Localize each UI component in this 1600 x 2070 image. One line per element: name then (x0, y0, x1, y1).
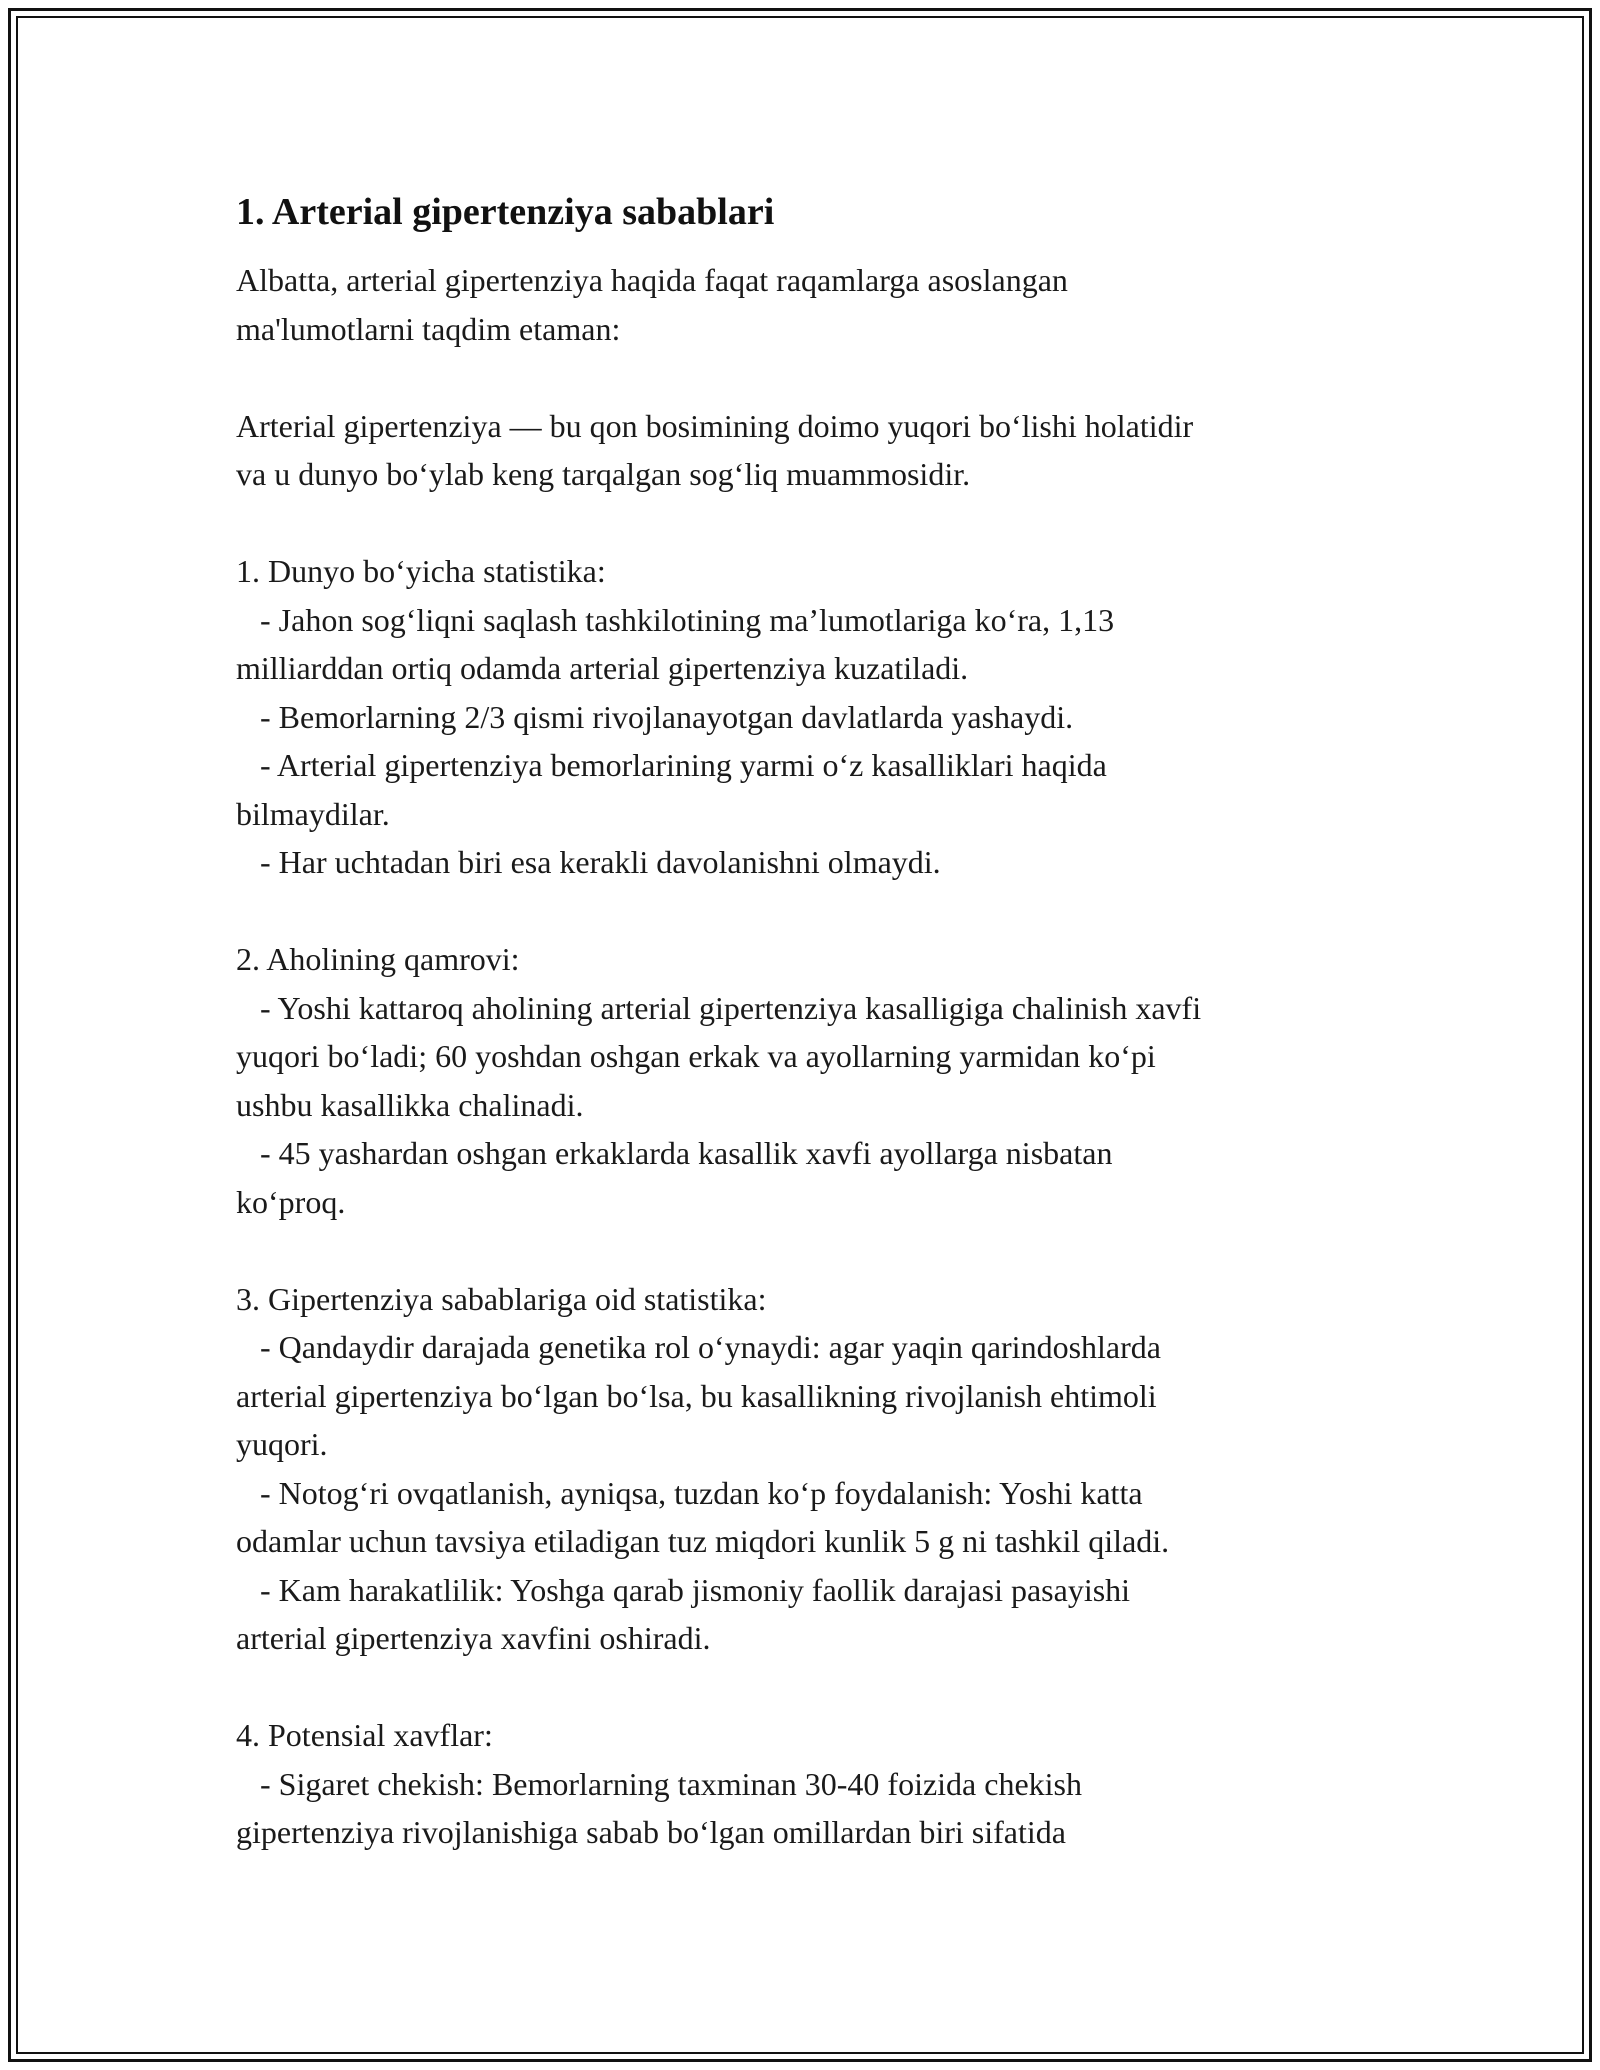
document-body (236, 256, 1386, 1857)
text-line: - Qandaydir darajada genetika rol oʻynaydi: agar yaqin qarindoshlarda (236, 1329, 1161, 1365)
text-line: 2. Aholining qamrovi: (236, 941, 520, 977)
paragraph-gap (236, 1663, 1386, 1712)
text-line: Albatta, arterial gipertenziya haqida faqat raqamlarga asoslangan (236, 262, 1068, 298)
text-line: yuqori. (236, 1426, 328, 1462)
text-line: koʻproq. (236, 1183, 346, 1220)
text-line: - 45 yashardan oshgan erkaklarda kasallik xavfi ayollarga nisbatan (236, 1135, 1113, 1171)
text-line: arterial gipertenziya xavfini oshiradi. (236, 1620, 711, 1656)
text-line: 4. Potensial xavflar: (236, 1717, 493, 1753)
paragraph-gap (236, 1226, 1386, 1275)
text-line: 1. Dunyo boʻyicha statistika: (236, 553, 606, 589)
text-line: odamlar uchun tavsiya etiladigan tuz miqdori kunlik 5 g ni tashkil qiladi. (236, 1523, 1170, 1559)
text-line: bilmaydilar. (236, 795, 390, 832)
document-page (236, 186, 1386, 1857)
text-line: va u dunyo boʻylab keng tarqalgan sogʻliq muammosidir. (236, 456, 971, 492)
document-title: 1. Arterial gipertenziya sabablari (236, 191, 775, 233)
text-line: Arterial gipertenziya — bu qon bosimining doimo yuqori boʻlishi holatidir (236, 407, 1194, 444)
text-line: arterial gipertenziya boʻlgan boʻlsa, bu kasallikning rivojlanish ehtimoli (236, 1377, 1157, 1414)
text-line: - Kam harakatlilik: Yoshga qarab jismoniy faollik darajasi pasayishi (236, 1571, 1131, 1608)
paragraph-gap (236, 887, 1386, 936)
text-line: - Jahon sogʻliqni saqlash tashkilotining maʼlumotlariga koʻra, 1,13 (236, 601, 1115, 638)
text-line: - Notogʻri ovqatlanish, ayniqsa, tuzdan koʻp foydalanish: Yoshi katta (236, 1474, 1143, 1511)
text-line: yuqori boʻladi; 60 yoshdan oshgan erkak va ayollarning yarmidan koʻpi (236, 1038, 1156, 1074)
text-line: ushbu kasallikka chalinadi. (236, 1086, 584, 1123)
paragraph-gap (236, 499, 1386, 548)
text-line: milliarddan ortiq odamda arterial gipertenziya kuzatiladi. (236, 650, 969, 686)
paragraph-gap (236, 353, 1386, 402)
text-line: - Bemorlarning 2/3 qismi rivojlanayotgan davlatlarda yashaydi. (236, 698, 1074, 735)
text-line: 3. Gipertenziya sabablariga oid statistika: (236, 1280, 767, 1317)
text-line: - Sigaret chekish: Bemorlarning taxminan 30-40 foizida chekish (236, 1765, 1082, 1802)
text-line: ma'lumotlarni taqdim etaman: (236, 310, 621, 347)
text-line: - Har uchtadan biri esa kerakli davolanishni olmaydi. (236, 844, 941, 880)
text-line: - Yoshi kattaroq aholining arterial gipertenziya kasalligiga chalinish xavfi (236, 989, 1202, 1026)
text-line: gipertenziya rivojlanishiga sabab boʻlgan omillardan biri sifatida (236, 1814, 1066, 1850)
text-line: - Arterial gipertenziya bemorlarining yarmi oʻz kasalliklari haqida (236, 747, 1107, 783)
